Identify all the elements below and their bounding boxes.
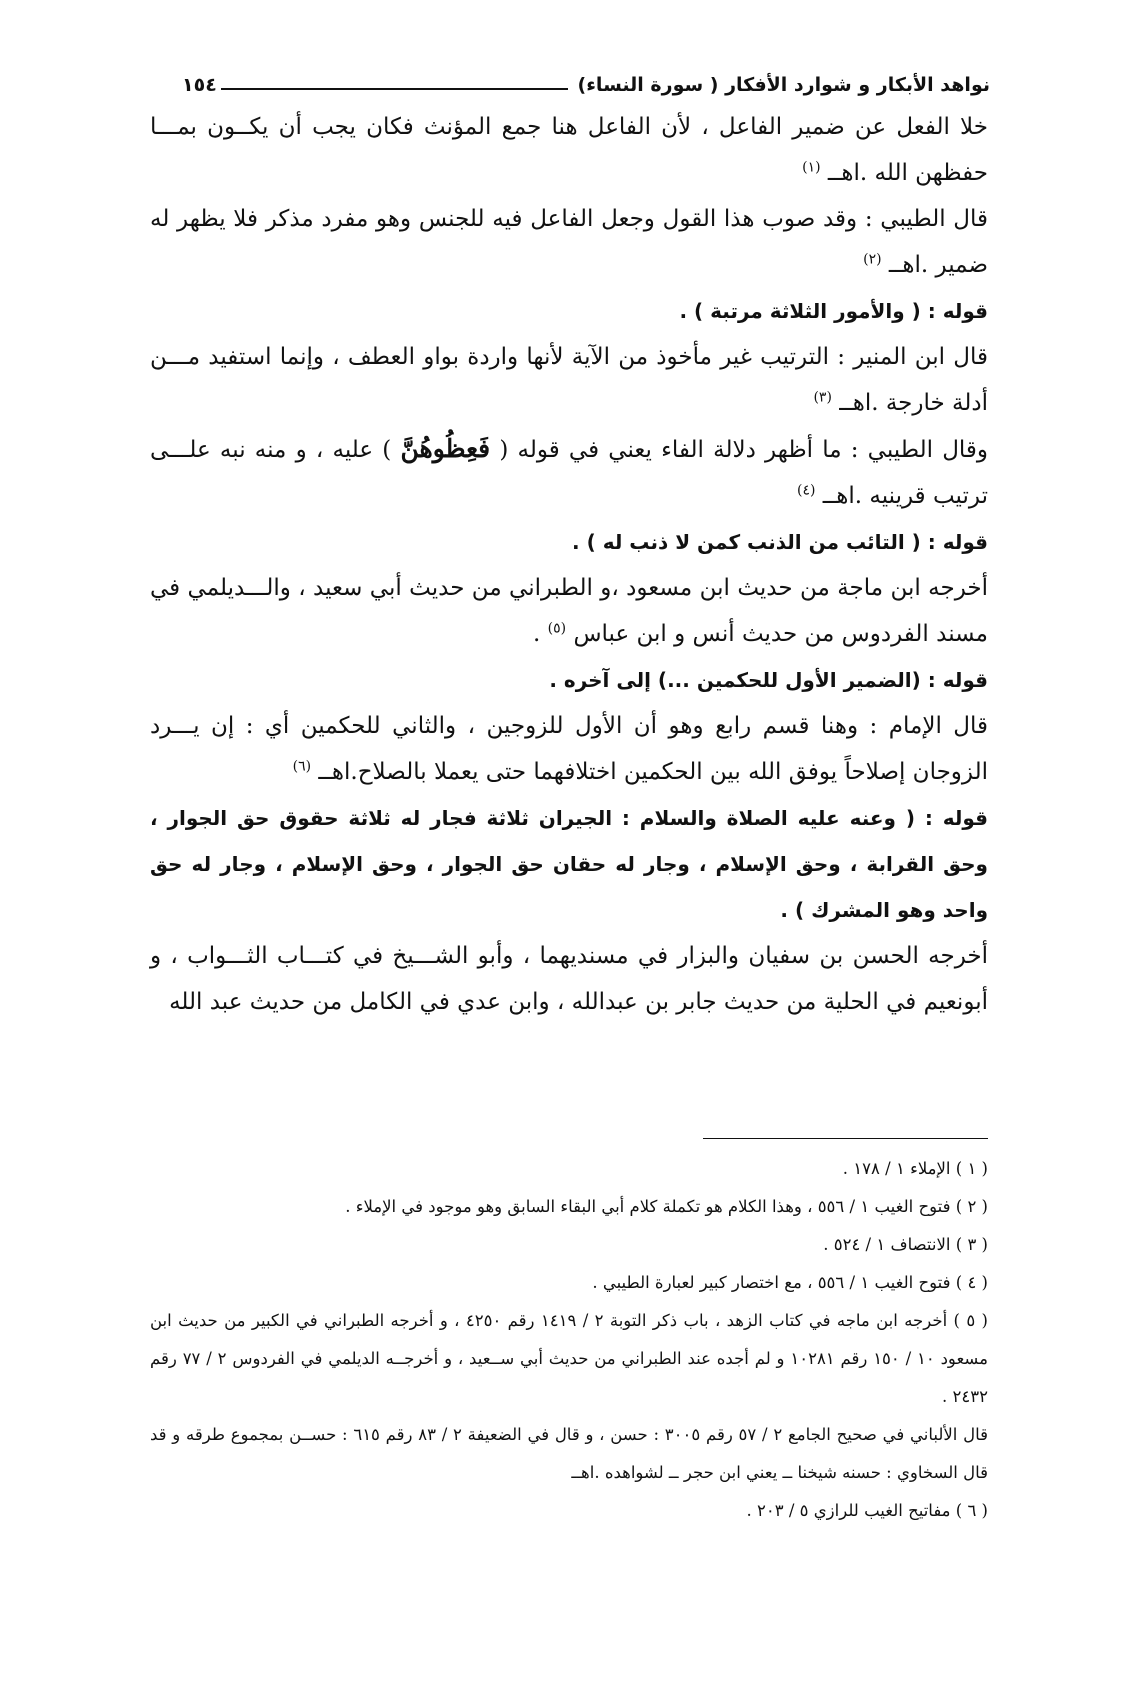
- paragraph-3: قال ابن المنير : الترتيب غير مأخوذ من الآية لأنها واردة بواو العطف ، وإنما استفيد مـــن أدلة خارجة .اهــ $^{(٣)}$: [150, 344, 988, 416]
- heading-3: قوله : (الضمير الأول للحكمين ...) إلى آخره .: [549, 668, 988, 692]
- header-rule: [221, 88, 568, 90]
- footnote-ref-5: (٥): [547, 620, 567, 637]
- main-text: [150, 104, 988, 1025]
- paragraph-1: خلا الفعل عن ضمير الفاعل ، لأن الفاعل هنا جمع المؤنث فكان يجب أن يكــون بمـــا حفظهن الله .اهــ $^{(١)}$: [150, 114, 988, 186]
- heading-1: قوله : ( والأمور الثلاثة مرتبة ) .: [679, 299, 988, 323]
- footnote-ref-4: (٤): [796, 482, 816, 499]
- footnote-ref-6: (٦): [292, 758, 312, 775]
- footnote-separator: [703, 1138, 988, 1139]
- heading-4: قوله : ( وعنه عليه الصلاة والسلام : الجيران ثلاثة فجار له ثلاثة حقوق حق الجوار ، وحق القرابة ، وحق الإسلام ، وجار له حقان حق الجوار ، وحق الإسلام ، وجار له حق واحد وهو المشرك ) .: [150, 806, 988, 922]
- footnote-6: ( ٦ ) مفاتيح الغيب للرازي ٥ / ٢٠٣ .: [746, 1501, 988, 1520]
- footnote-3: ( ٣ ) الانتصاف ١ / ٥٢٤ .: [823, 1235, 988, 1254]
- footnote-ref-2: (٢): [863, 251, 882, 268]
- paragraph-4: وقال الطيبي : ما أظهر دلالة الفاء يعني في قوله ( فَعِظُوهُنَّ ) عليه ، و منه نبه علـــى ترتيب قرينيه .اهــ $^{(٤)}$: [150, 434, 989, 509]
- running-header-title: نواهد الأبكار و شوارد الأفكار ( سورة النساء): [577, 74, 990, 96]
- running-header: [182, 62, 990, 96]
- footnote-5-continued: قال الألباني في صحيح الجامع ٢ / ٥٧ رقم ٣٠٠٥ : حسن ، و قال في الضعيفة ٢ / ٨٣ رقم ٦١٥ : حســن بمجموع طرقه و قد قال السخاوي : حسنه شيخنا ــ يعني ابن حجر ــ لشواهده .اهــ: [150, 1425, 989, 1482]
- page-number: ١٥٤: [182, 74, 217, 96]
- paragraph-6: قال الإمام : وهنا قسم رابع وهو أن الأول للزوجين ، والثاني للحكمين أي : إن يـــرد الزوجان إصلاحاً يوفق الله بين الحكمين اختلافهما حتى يعملا بالصلاح.اهــ $^{(٦)}$: [150, 713, 988, 785]
- footnote-5: ( ٥ ) أخرجه ابن ماجه في كتاب الزهد ، باب ذكر التوبة ٢ / ١٤١٩ رقم ٤٢٥٠ ، و أخرجه الطبراني في الكبير من حديث ابن مسعود ١٠ / ١٥٠ رقم ١٠٢٨١ و لم أجده عند الطبراني من حديث أبي ســعيد ، و أخرجــه الديلمي في الفردوس ٢ / ٧٧ رقم ٢٤٣٢ .: [150, 1311, 988, 1406]
- footnotes: [150, 1150, 988, 1530]
- heading-2: قوله : ( التائب من الذنب كمن لا ذنب له ) .: [572, 530, 988, 554]
- quran-word: فَعِظُوهُنَّ: [400, 434, 491, 463]
- footnote-2: ( ٢ ) فتوح الغيب ١ / ٥٥٦ ، وهذا الكلام هو تكملة كلام أبي البقاء السابق وهو موجود في الإملاء .: [345, 1197, 988, 1216]
- paragraph-7: أخرجه الحسن بن سفيان والبزار في مسنديهما ، وأبو الشـــيخ في كتـــاب الثـــواب ، و أبونعيم في الحلية من حديث جابر بن عبدالله ، وابن عدي في الكامل من حديث عبد الله: [150, 943, 988, 1015]
- footnote-1: ( ١ ) الإملاء ١ / ١٧٨ .: [842, 1159, 988, 1178]
- paragraph-5: أخرجه ابن ماجة من حديث ابن مسعود ،و الطبراني من حديث أبي سعيد ، والـــديلمي في مسند الفردوس من حديث أنس و ابن عباس $^{(٥)}$ .: [150, 575, 988, 647]
- paragraph-2: قال الطيبي : وقد صوب هذا القول وجعل الفاعل فيه للجنس وهو مفرد مذكر فلا يظهر له ضمير .اهــ $^{(٢)}$: [150, 206, 988, 278]
- footnote-4: ( ٤ ) فتوح الغيب ١ / ٥٥٦ ، مع اختصار كبير لعبارة الطيبي .: [592, 1273, 988, 1292]
- footnote-ref-3: (٣): [813, 389, 832, 406]
- footnote-ref-1: (١): [802, 159, 821, 176]
